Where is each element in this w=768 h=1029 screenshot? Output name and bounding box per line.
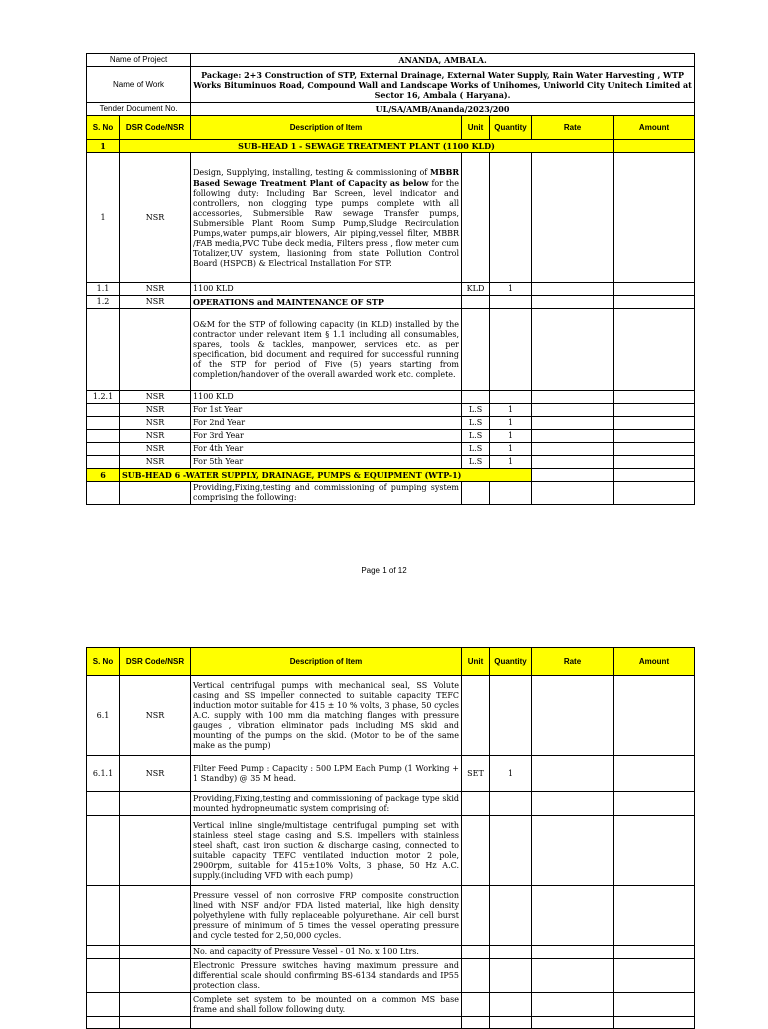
subhead-title: SUB-HEAD 1 - SEWAGE TREATMENT PLANT (1100 KLD) bbox=[120, 140, 614, 153]
table-row: NSR For 4th Year L.S 1 bbox=[87, 443, 695, 456]
table-row: 1.1 NSR 1100 KLD KLD 1 bbox=[87, 283, 695, 296]
item-dsr: NSR bbox=[120, 153, 191, 283]
table-row: Electronic Pressure switches having maximum pressure and differential scale should confirming BS-6134 standards and IP55 protection class. bbox=[87, 959, 695, 993]
col-dsr: DSR Code/NSR bbox=[120, 116, 191, 140]
column-header-row bbox=[87, 116, 695, 140]
table-row: Providing,Fixing,testing and commissioning of package type skid mounted hydropneumatic system comprising of: bbox=[87, 792, 695, 816]
work-label: Name of Work bbox=[87, 67, 191, 103]
col-sno: S. No bbox=[87, 116, 120, 140]
col-desc: Description of Item bbox=[191, 116, 462, 140]
boq-table-page1 bbox=[86, 53, 695, 505]
col-desc: Description of Item bbox=[191, 648, 462, 676]
subhead-title: SUB-HEAD 6 -WATER SUPPLY, DRAINAGE, PUMPS & EQUIPMENT (WTP-1) bbox=[120, 469, 532, 482]
subhead-row bbox=[87, 469, 695, 482]
table-row: Complete set system to be mounted on a common MS base frame and shall follow following duty. bbox=[87, 993, 695, 1017]
tender-row bbox=[87, 103, 695, 116]
col-amount: Amount bbox=[614, 648, 695, 676]
table-row bbox=[87, 153, 695, 283]
project-label: Name of Project bbox=[87, 54, 191, 67]
table-row: 6.1 NSR Vertical centrifugal pumps with mechanical seal, SS Volute casing and SS impeller connected to suitable capacity TEFC induction motor suitable for 415 ± 10 % volts, 3 phase, 50 cycles A.C. supply with 100 mm dia matching flanges with pressure gauges , vibration eliminator pads including MS skid and mounting of the pumps on the skid. (Motor to be of the same make as the pump) bbox=[87, 676, 695, 756]
table-row: Vertical inline single/multistage centrifugal pumping set with stainless steel stage casing and S.S. impellers with stainless steel shaft, cast iron suction & discharge casing, connected to suitable capacity TEFC ventilated induction motor 2 pole, 2900rpm, suitable for 415±10% Volts, 3 phase, 50 Hz A.C. supply.(including VFD with each pump) bbox=[87, 816, 695, 886]
col-rate: Rate bbox=[532, 648, 614, 676]
work-row bbox=[87, 67, 695, 103]
col-amount: Amount bbox=[614, 116, 695, 140]
om-description: O&M for the STP of following capacity (in KLD) installed by the contractor under relevant item § 1.1 including all consumables, spares, tools & tackles, manpower, services etc. as per specification, bid document and required for successful running of the STP for period of Five (5) years starting from completion/handover of the overall awarded work etc. complete. bbox=[191, 309, 462, 391]
item-sno: 1 bbox=[87, 153, 120, 283]
col-unit: Unit bbox=[462, 648, 490, 676]
work-value: Package: 2+3 Construction of STP, External Drainage, External Water Supply, Rain Water Harvesting , WTP Works Bituminuos Road, Compound Wall and Landscape Works of Unihomes, Uniworld City Unitech Limited at Sector 16, Ambala ( Haryana). bbox=[191, 67, 695, 103]
col-qty: Quantity bbox=[490, 116, 532, 140]
tender-label: Tender Document No. bbox=[87, 103, 191, 116]
table-row: 1.2 NSR OPERATIONS and MAINTENANCE OF STP bbox=[87, 296, 695, 309]
page-number: Page 1 of 12 bbox=[361, 566, 407, 575]
col-qty: Quantity bbox=[490, 648, 532, 676]
table-row: NSR For 1st Year L.S 1 bbox=[87, 404, 695, 417]
table-row bbox=[87, 482, 695, 505]
col-rate: Rate bbox=[532, 116, 614, 140]
col-sno: S. No bbox=[87, 648, 120, 676]
item-description: Design, Supplying, installing, testing & commissioning of MBBR Based Sewage Treatment Plant of Capacity as below for the following duty: Including Bar Screen, level indicator and controllers, non clogging type pumps complete with all accessories, Submersible Raw sewage Transfer pumps, Submersible Plant Room Sump Pump,Sludge Recirculation Pumps,water pumps,air blowers, Air piping,vessel filter, MBBR /FAB media,PVC Tube deck media, Filters press , flow meter cum Totalizer,UV system, liasioning from state Pollution Control Board (HSPCB) & Electrical Installation For STP. bbox=[191, 153, 462, 283]
table-row: NSR For 3rd Year L.S 1 bbox=[87, 430, 695, 443]
col-unit: Unit bbox=[462, 116, 490, 140]
subhead-no: 6 bbox=[87, 469, 120, 482]
project-value: ANANDA, AMBALA. bbox=[191, 54, 695, 67]
item-description: Vertical centrifugal pumps with mechanical seal, SS Volute casing and SS impeller connected to suitable capacity TEFC induction motor suitable for 415 ± 10 % volts, 3 phase, 50 cycles A.C. supply with 100 mm dia matching flanges with pressure gauges , vibration eliminator pads including MS skid and mounting of the pumps on the skid. (Motor to be of the same make as the pump) bbox=[191, 676, 462, 756]
subhead-row bbox=[87, 140, 695, 153]
col-dsr: DSR Code/NSR bbox=[120, 648, 191, 676]
subhead-no: 1 bbox=[87, 140, 120, 153]
table-row bbox=[87, 1017, 695, 1029]
tender-value: UL/SA/AMB/Ananda/2023/200 bbox=[191, 103, 695, 116]
pumping-description: Providing,Fixing,testing and commissioning of pumping system comprising the following: bbox=[191, 482, 462, 505]
column-header-row bbox=[87, 648, 695, 676]
table-row: NSR For 2nd Year L.S 1 bbox=[87, 417, 695, 430]
table-row: 1.2.1 NSR 1100 KLD bbox=[87, 391, 695, 404]
table-row: No. and capacity of Pressure Vessel - 01 No. x 100 Ltrs. bbox=[87, 946, 695, 959]
project-row bbox=[87, 54, 695, 67]
table-row: 6.1.1 NSR Filter Feed Pump : Capacity : 500 LPM Each Pump (1 Working + 1 Standby) @ 35 M head. SET 1 bbox=[87, 756, 695, 792]
table-row: NSR For 5th Year L.S 1 bbox=[87, 456, 695, 469]
table-row: Pressure vessel of non corrosive FRP composite construction lined with NSF and/or FDA listed material, like high density polyethylene with fully replaceable polyurethane. Air cell burst pressure of minimum of 5 times the vessel operating pressure and cycle tested for 2,50,000 cycles. bbox=[87, 886, 695, 946]
table-row bbox=[87, 309, 695, 391]
boq-table-page2 bbox=[86, 647, 695, 1029]
